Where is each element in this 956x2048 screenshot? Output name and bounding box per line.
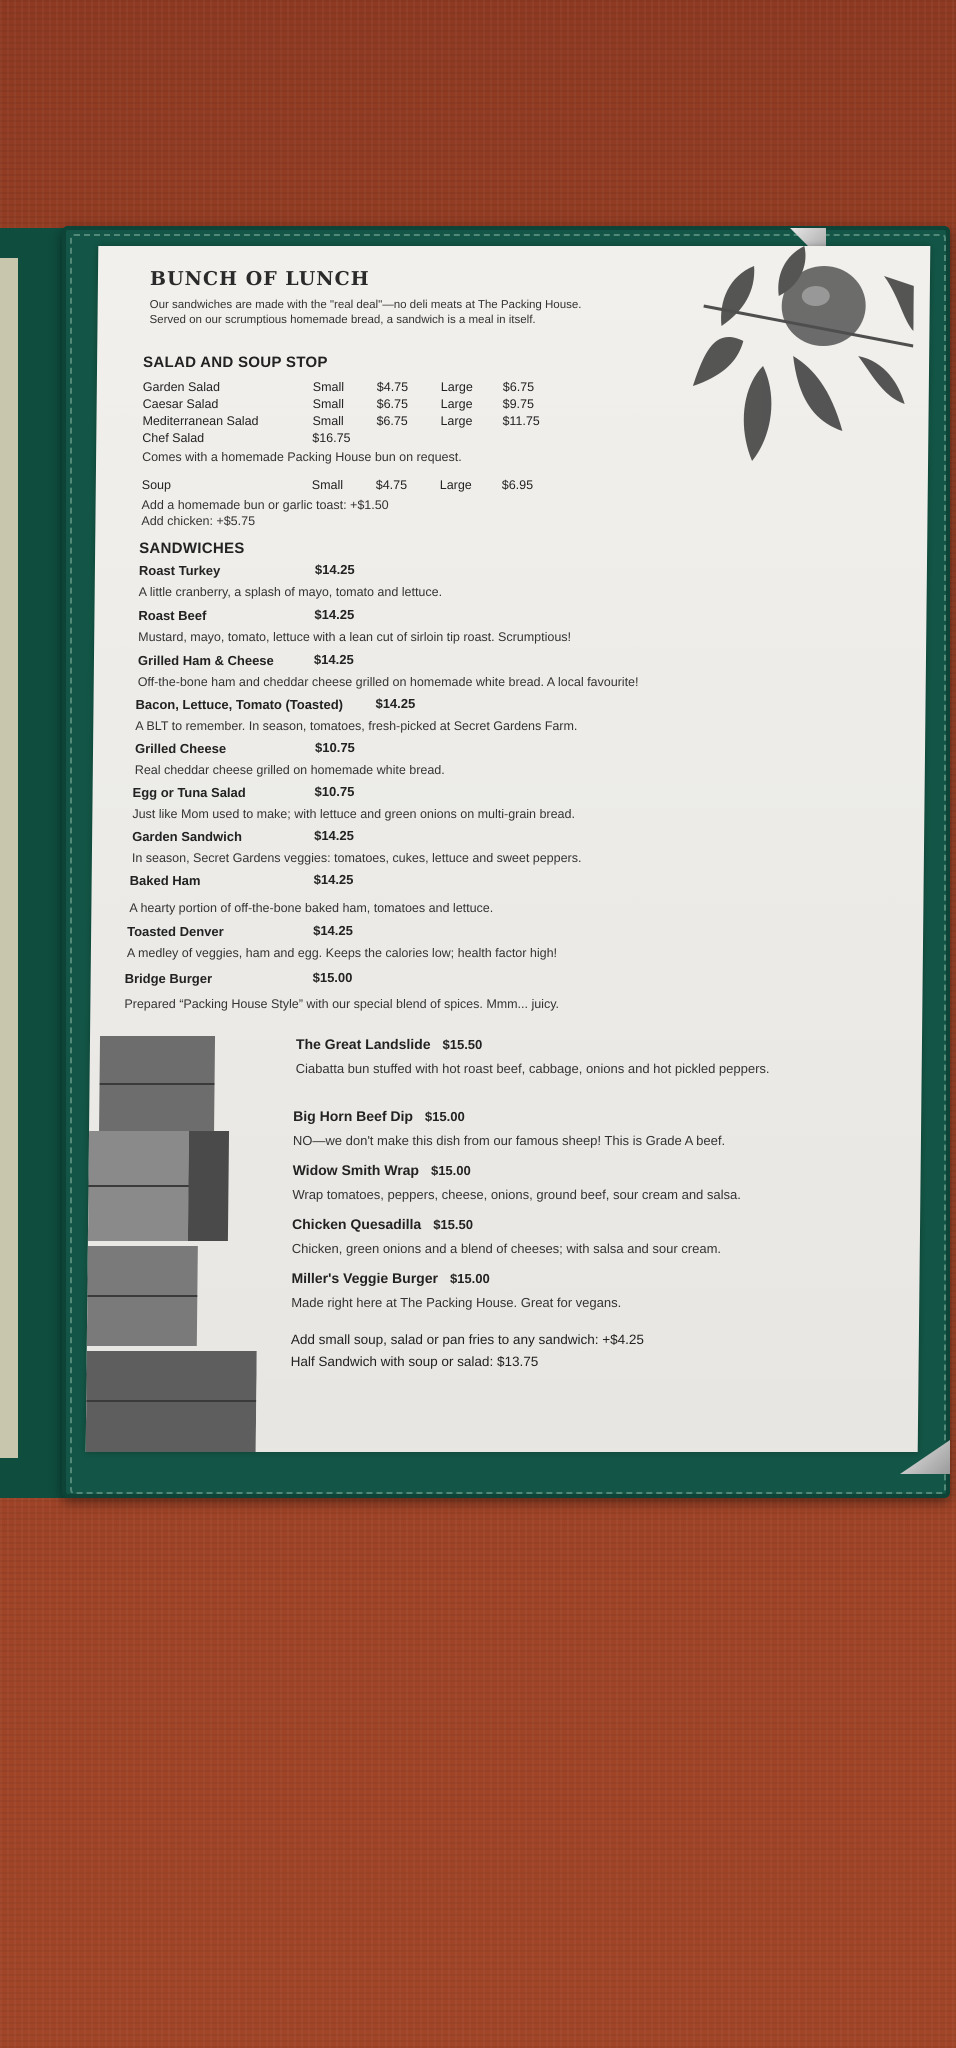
sandwich-item: Bridge Burger $15.00 Prepared “Packing House Style” with our special blend of spices. Mmm... juicy. [124,970,560,1011]
sandwich-item: Roast Turkey $14.25 A little cranberry, a splash of mayo, tomato and lettuce. [138,562,443,599]
sandwich-item: Grilled Cheese $10.75 Real cheddar cheese grilled on homemade white bread. [134,740,445,777]
menu-title: BUNCH OF LUNCH [149,268,370,290]
sandwich-section-heading: SANDWICHES [139,540,245,557]
sandwich-item: Grilled Ham & Cheese $14.25 Off-the-bone ham and cheddar cheese grilled on homemade white bread. A local favourite! [137,652,639,689]
soup-addon: Add chicken: +$5.75 [141,514,256,528]
special-item: Chicken Quesadilla $15.50 Chicken, green onions and a blend of cheeses; with salsa and sour cream. [291,1216,722,1256]
special-item: Widow Smith Wrap $15.00 Wrap tomatoes, peppers, cheese, onions, ground beef, sour cream and salsa. [292,1162,741,1202]
salad-note: Comes with a homemade Packing House bun on request. [142,450,462,464]
soup-addon: Add a homemade bun or garlic toast: +$1.50 [141,498,389,512]
wooden-crates-illustration [86,1036,260,1452]
apple-branch-illustration [682,246,914,476]
special-item: Big Horn Beef Dip $15.00 NO—we don't make this dish from our famous sheep! This is Grade A beef. [292,1108,726,1148]
sandwich-item: Garden Sandwich $14.25 In season, Secret Gardens veggies: tomatoes, cukes, lettuce and sweet peppers. [131,828,582,865]
sandwich-addon: Add small soup, salad or pan fries to any sandwich: +$4.25 [290,1332,645,1347]
salad-section-heading: SALAD AND SOUP STOP [143,354,328,371]
sandwich-item: Toasted Denver $14.25 A medley of veggies, ham and egg. Keeps the calories low; health factor high! [126,923,558,960]
sandwich-item: Egg or Tuna Salad $10.75 Just like Mom used to make; with lettuce and green onions on multi-grain bread. [132,784,576,821]
sandwich-item: Baked Ham $14.25 A hearty portion of off-the-bone baked ham, tomatoes and lettuce. [129,872,494,915]
sandwich-item: Roast Beef $14.25 Mustard, mayo, tomato, lettuce with a lean cut of sirloin tip roast. Scrumptious! [138,607,572,644]
sandwich-item: Bacon, Lettuce, Tomato (Toasted) $14.25 A BLT to remember. In season, tomatoes, fresh-picked at Secret Gardens Farm. [135,696,578,733]
special-item: The Great Landslide $15.50 Ciabatta bun stuffed with hot roast beef, cabbage, onions and hot pickled peppers. [295,1036,770,1076]
left-page-edge [0,258,18,1458]
special-item: Miller's Veggie Burger $15.00 Made right here at The Packing House. Great for vegans. [291,1270,622,1310]
menu-intro: Our sandwiches are made with the "real deal"—no deli meats at The Packing House. Served on our scrumptious homemade bread, a sandwich is a meal in itself. [149,299,582,326]
menu-page: BUNCH OF LUNCH Our sandwiches are made with the "real deal"—no deli meats at The Packing House. Served on our scrumptious homemade bread, a sandwich is a meal in itself. SALAD AND SOUP STOP Garden Salad Small $4.75 Large $6.75 Caesar Salad Small $6.75 Large $9.75 Mediterranean Salad Small $6.75 Large $11.75 Chef Salad $16.75 Comes with a homemade Packing House bun on request. Soup Small $4.75 Large $6.95 Add a homemade bun or garlic toast: +$1.50 Add chicken: +$5.75 SANDWICHES Roast Turkey $14.25 A little cranberry, a splash of mayo, tomato and lettuce. Roast Beef $14.25 Mustard, mayo, tomato, lettuce with a lean cut of sirloin tip roast. Scrumptious! Grilled Ham & Cheese $14.25 Off-the-bone ham and cheddar cheese grilled on homemade white bread. A local favourite! Bacon, Lettuce, Tomato (Toasted) $14.25 A BLT to remember. In season, tomatoes, fresh-picked at Secret Gardens Farm. Grilled Cheese $10.75 Real cheddar cheese grilled on homemade white bread. Egg or Tuna Salad $10.75 Just like Mom used to make; with lettuce and green onions on multi-grain bread. Garden Sandwich $14.25 In season, Secret Gardens veggies: tomatoes, cukes, lettuce and sweet peppers. Baked Ham $14.25 A hearty portion of off-the-bone baked ham, tomatoes and lettuce. Toasted Denver $14.25 A medley of veggies, ham and egg. Keeps the calories low; health factor high! Bridge Burger $15.00 Prepared “Packing House Style” with our special blend of spices. Mmm... juicy. The Great Landslide $15.50 Ciabatta bun stuffed with hot roast beef, cabbage, onions and hot pickled peppers. Big Horn Beef Dip $15.00 NO—we don't make this dish from our famous sheep! This is Grade A beef. Widow Smith Wrap $15.00 Wrap tomatoes, peppers, cheese, onions, ground beef, sour cream and salsa. Chicken Quesadilla $15.50 Chicken, green onions and a blend of cheeses; with salsa and sour cream. Miller's Veggie Burger $15.00 Made right here at The Packing House. Great for vegans. Add small soup, salad or pan fries to any sandwich: +$4.25 Half Sandwich with soup or salad: $13.75 [86,246,931,1452]
sandwich-addon: Half Sandwich with soup or salad: $13.75 [290,1354,539,1369]
